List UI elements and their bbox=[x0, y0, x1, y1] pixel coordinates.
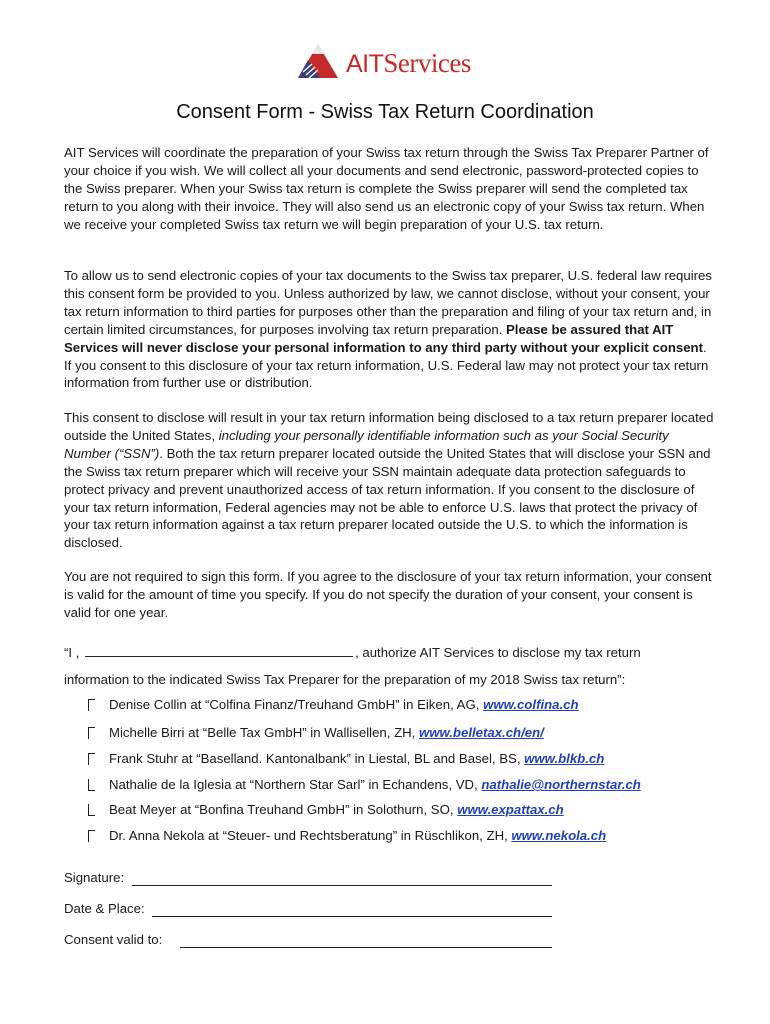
preparer-link[interactable]: www.expattax.ch bbox=[457, 802, 564, 817]
consent-statement-line1 bbox=[64, 645, 714, 660]
disclosure-paragraph bbox=[64, 267, 714, 392]
mountain-logo-icon bbox=[298, 42, 344, 82]
intro-paragraph: AIT Services will coordinate the preparation of your Swiss tax return through the Swiss Tax Preparer Partner of your choice if you wish. We will collect all your documents and send electronic, password-protected copies to the Swiss preparer. When your Swiss tax return is complete the Swiss preparer will send the completed tax return to you along with their invoice. They will also send us an electronic copy of your Swiss tax return. When we receive your completed Swiss tax return we will begin preparation of your U.S. tax return. bbox=[64, 145, 709, 232]
preparer-text: Denise Collin at “Colfina Finanz/Treuhand GmbH” in Eiken, AG, bbox=[109, 697, 484, 712]
logo-text-services: Services bbox=[383, 48, 471, 78]
consent-suffix: , authorize AIT Services to disclose my tax return bbox=[355, 645, 641, 660]
preparer-option bbox=[88, 777, 728, 797]
consent-valid-label: Consent valid to: bbox=[64, 932, 163, 947]
preparer-text: Beat Meyer at “Bonfina Treuhand GmbH” in Solothurn, SO, bbox=[109, 802, 458, 817]
name-blank-field[interactable] bbox=[85, 655, 353, 657]
checkbox[interactable] bbox=[88, 753, 95, 765]
consent-valid-field[interactable] bbox=[180, 946, 552, 948]
checkbox[interactable] bbox=[88, 830, 95, 842]
preparer-link[interactable]: www.colfina.ch bbox=[483, 697, 579, 712]
logo-text-ait: AIT bbox=[346, 50, 384, 78]
checkbox[interactable] bbox=[88, 779, 95, 791]
checkbox[interactable] bbox=[88, 699, 95, 711]
company-logo bbox=[298, 42, 478, 82]
page-title: Consent Form - Swiss Tax Return Coordination bbox=[176, 101, 594, 123]
checkbox[interactable] bbox=[88, 727, 95, 739]
consent-statement-line2: information to the indicated Swiss Tax Preparer for the preparation of my 2018 Swiss tax return”: bbox=[64, 672, 626, 687]
preparer-text: Frank Stuhr at “Baselland. Kantonalbank” in Liestal, BL and Basel, BS, bbox=[109, 751, 525, 766]
date-place-label: Date & Place: bbox=[64, 901, 145, 916]
disclosure-bold-notice: Please be assured that AIT Services will never disclose your personal information to any third party without your explicit consent bbox=[64, 321, 704, 355]
preparer-option bbox=[88, 802, 728, 822]
preparer-option bbox=[88, 751, 728, 771]
ssn-italic-text: including your personally identifiable information such as your Social Security Number (“SSN”) bbox=[64, 427, 669, 461]
ssn-text-a: This consent to disclose will result in your tax return information being disclosed to a tax return preparer located outside the United States, bbox=[64, 410, 714, 443]
validity-paragraph: You are not required to sign this form. If you agree to the disclosure of your tax return information, your consent is valid for the amount of time you specify. If you do not specify the duration of your consent, your consent is valid for one year. bbox=[64, 569, 712, 620]
preparer-text: Nathalie de la Iglesia at “Northern Star Sarl” in Echandens, VD, bbox=[109, 777, 482, 792]
checkbox[interactable] bbox=[88, 804, 95, 816]
preparer-text: Dr. Anna Nekola at “Steuer- und Rechtsberatung” in Rüschlikon, ZH, bbox=[109, 828, 512, 843]
signature-field[interactable] bbox=[132, 884, 552, 886]
signature-row bbox=[64, 870, 564, 890]
preparer-link[interactable]: nathalie@northernstar.ch bbox=[481, 777, 641, 792]
preparer-link[interactable]: www.belletax.ch/en/ bbox=[418, 725, 544, 740]
disclosure-text-b: . If you consent to this disclosure of your tax return information, U.S. Federal law may not protect your tax return information from further use or distribution. bbox=[64, 339, 709, 391]
preparer-option bbox=[88, 828, 728, 848]
consent-prefix: “I , bbox=[64, 645, 80, 660]
ssn-text-b: . Both the tax return preparer located outside the United States that will disclose your SSN and the Swiss tax return preparer which will receive your SSN maintain adequate data protection safeguards to protect privacy and prevent unauthorized access of tax return information. If you consent to the disclosure of your tax return information, Federal agencies may not be able to enforce U.S. laws that protect the privacy of your tax return information against a tax return preparer located outside the U.S. to which the information is disclosed. bbox=[64, 445, 711, 551]
date-place-row bbox=[64, 901, 564, 921]
consent-valid-row bbox=[64, 932, 564, 952]
preparer-text: Michelle Birri at “Belle Tax GmbH” in Wallisellen, ZH, bbox=[109, 725, 419, 740]
ssn-paragraph bbox=[64, 409, 714, 552]
date-place-field[interactable] bbox=[152, 915, 552, 917]
preparer-link[interactable]: www.nekola.ch bbox=[511, 828, 607, 843]
disclosure-text-a: To allow us to send electronic copies of your tax documents to the Swiss tax preparer, U.S. federal law requires this consent form be provided to you. Unless authorized by law, we cannot disclose, without your consent, your tax return information to third parties for purposes other than the preparation and filing of your tax return and, in certain limited circumstances, for purposes involving tax return preparation. bbox=[64, 268, 712, 337]
preparer-option bbox=[88, 697, 728, 717]
signature-label: Signature: bbox=[64, 870, 125, 885]
preparer-option bbox=[88, 725, 728, 745]
preparer-link[interactable]: www.blkb.ch bbox=[524, 751, 605, 766]
